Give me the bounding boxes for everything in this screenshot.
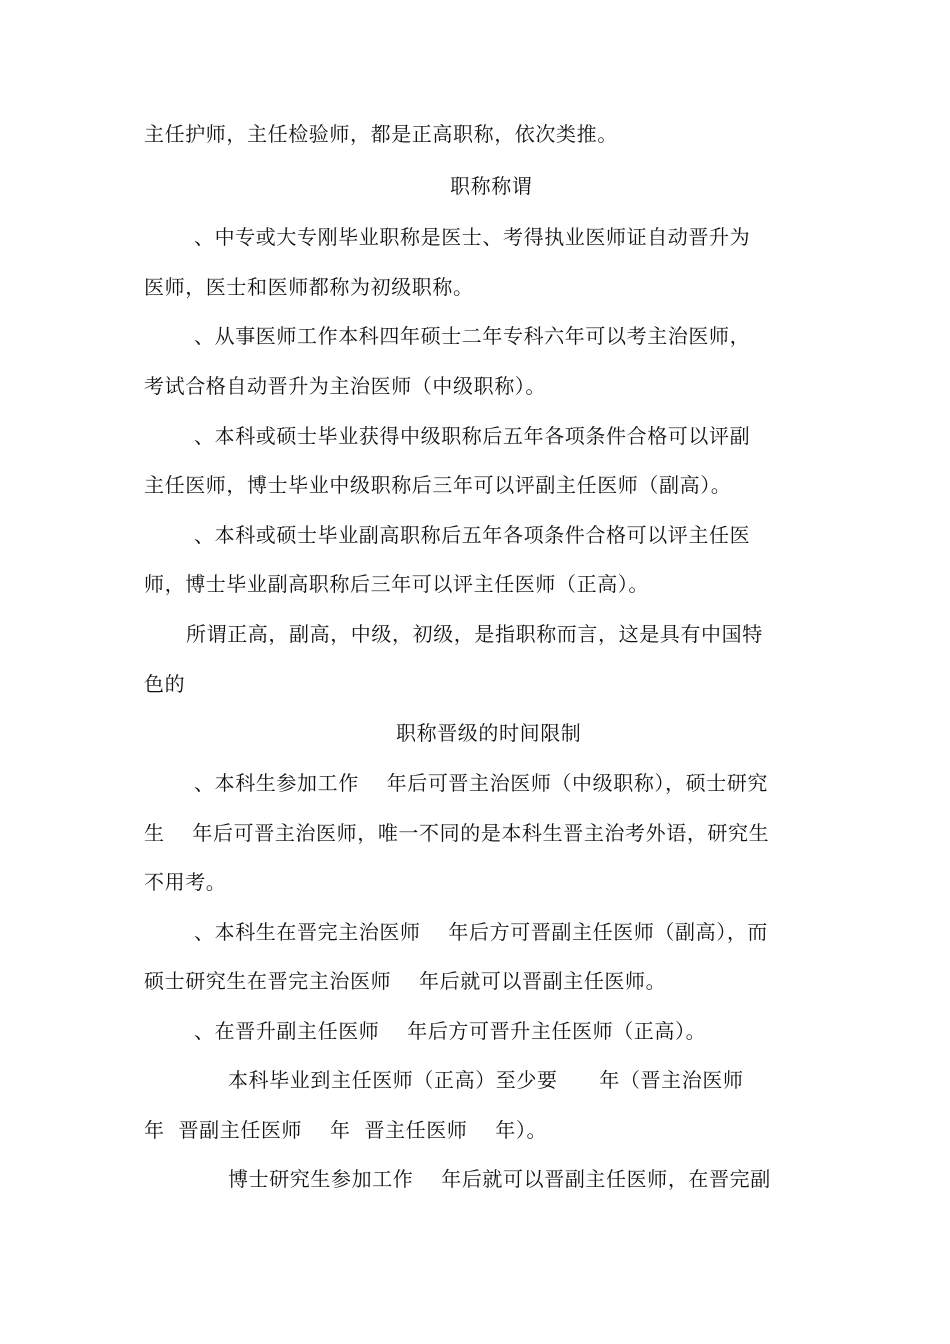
text-line: 主任护师，主任检验师，都是正高职称，依次类推。 — [144, 122, 618, 146]
text-line: 医师，医士和医师都称为初级职称。 — [144, 275, 474, 299]
text-line: 、本科生参加工作 年后可晋主治医师（中级职称），硕士研究 — [194, 771, 769, 795]
text-line: 本科毕业到主任医师（正高）至少要 年（晋主治医师 — [228, 1068, 744, 1092]
text-line: 、本科或硕士毕业获得中级职称后五年各项条件合格可以评副 — [194, 424, 751, 448]
text-line: 师，博士毕业副高职称后三年可以评主任医师（正高）。 — [144, 572, 649, 596]
section-heading: 职称晋级的时间限制 — [396, 721, 582, 745]
text-line: 考试合格自动晋升为主治医师（中级职称）。 — [144, 374, 546, 398]
text-line: 、中专或大专刚毕业职称是医士、考得执业医师证自动晋升为 — [194, 225, 751, 249]
text-line: 主任医师，博士毕业中级职称后三年可以评副主任医师（副高）。 — [144, 473, 732, 497]
text-line: 、本科或硕士毕业副高职称后五年各项条件合格可以评主任医 — [194, 523, 751, 547]
text-line: 所谓正高，副高，中级，初级，是指职称而言，这是具有中国特 — [186, 622, 763, 646]
text-line: 、本科生在晋完主治医师 年后方可晋副主任医师（副高），而 — [194, 920, 769, 944]
text-line: 年 晋副主任医师 年 晋主任医师 年）。 — [144, 1118, 548, 1142]
text-line: 色的 — [144, 672, 186, 696]
text-line: 、从事医师工作本科四年硕士二年专科六年可以考主治医师， — [194, 324, 751, 348]
text-line: 博士研究生参加工作 年后就可以晋副主任医师，在晋完副 — [228, 1167, 771, 1191]
text-line: 生 年后可晋主治医师，唯一不同的是本科生晋主治考外语，研究生 — [144, 821, 770, 845]
text-line: 不用考。 — [144, 870, 227, 894]
text-line: 硕士研究生在晋完主治医师 年后就可以晋副主任医师。 — [144, 969, 667, 993]
text-line: 、在晋升副主任医师 年后方可晋升主任医师（正高）。 — [194, 1019, 707, 1043]
section-heading: 职称称谓 — [450, 174, 533, 198]
